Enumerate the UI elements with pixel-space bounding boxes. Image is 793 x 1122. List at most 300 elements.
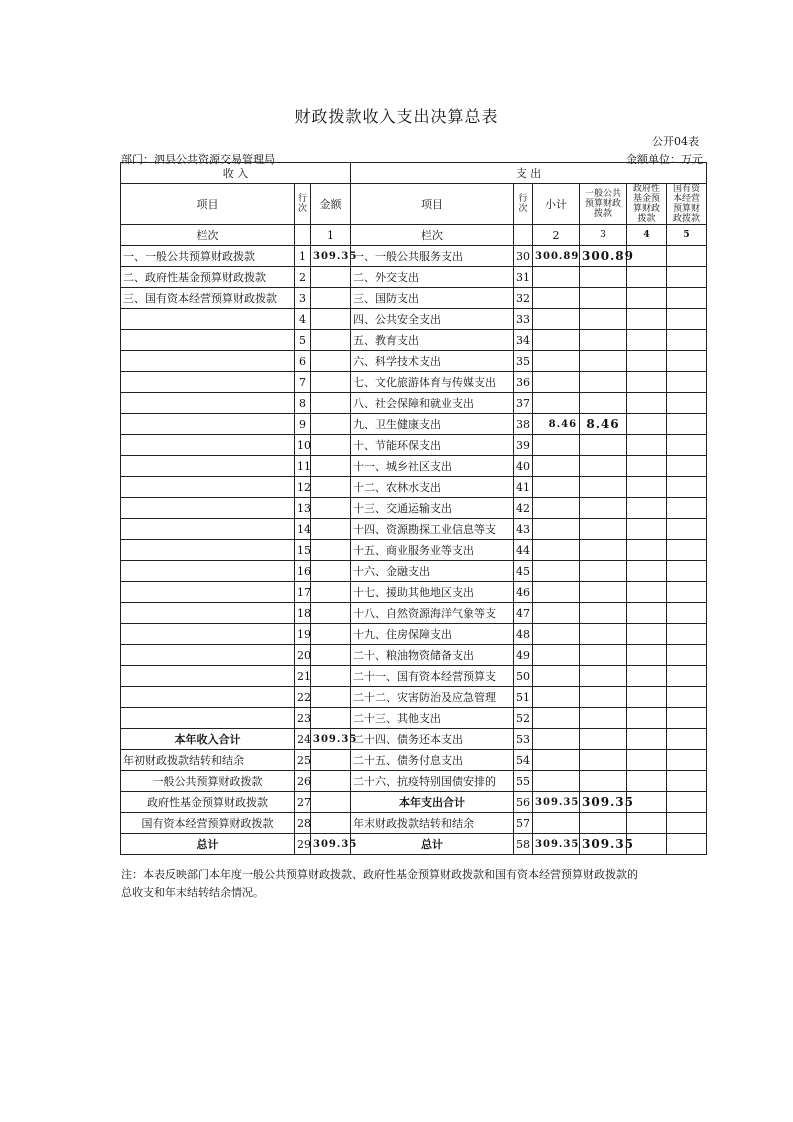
income-amount xyxy=(311,561,351,582)
expense-subtotal xyxy=(533,624,580,645)
state-capital-amount xyxy=(667,540,707,561)
income-item: 国有资本经营预算财政拨款 xyxy=(121,813,295,834)
expense-subtotal xyxy=(533,687,580,708)
expense-item: 七、文化旅游体育与传媒支出 xyxy=(351,372,514,393)
department-label: 部门：泗县公共资源交易管理局 xyxy=(121,153,275,166)
general-budget-amount xyxy=(580,582,627,603)
form-number: 公开04表 xyxy=(652,135,699,148)
income-item xyxy=(121,330,295,351)
table-row xyxy=(121,246,707,267)
income-row-no: 25 xyxy=(295,750,311,771)
income-item xyxy=(121,561,295,582)
expense-item: 十二、农林水支出 xyxy=(351,477,514,498)
general-budget-amount: 8.46 xyxy=(580,414,627,435)
income-item xyxy=(121,645,295,666)
gov-fund-amount xyxy=(627,645,667,666)
expense-subtotal: 309.35 xyxy=(533,792,580,813)
expense-item: 十四、资源勘探工业信息等支 xyxy=(351,519,514,540)
expense-row-no: 57 xyxy=(514,813,533,834)
gov-fund-amount xyxy=(627,813,667,834)
expense-row-no: 41 xyxy=(514,477,533,498)
expense-row-no: 31 xyxy=(514,267,533,288)
expense-item: 年末财政拨款结转和结余 xyxy=(351,813,514,834)
gov-fund-amount xyxy=(627,666,667,687)
col-label-income: 栏次 xyxy=(121,225,295,246)
table-row xyxy=(121,351,707,372)
state-capital-amount xyxy=(667,813,707,834)
general-budget-amount: 300.89 xyxy=(580,246,627,267)
general-budget-amount xyxy=(580,267,627,288)
table-row xyxy=(121,708,707,729)
expense-item: 二十六、抗疫特别国债安排的 xyxy=(351,771,514,792)
state-capital-header: 国有资本经营预算财政拨款 xyxy=(667,184,707,225)
state-capital-amount xyxy=(667,582,707,603)
income-item xyxy=(121,498,295,519)
expense-row-no: 30 xyxy=(514,246,533,267)
gov-fund-amount xyxy=(627,750,667,771)
state-capital-amount xyxy=(667,666,707,687)
income-amount xyxy=(311,456,351,477)
state-capital-amount xyxy=(667,288,707,309)
general-budget-amount xyxy=(580,498,627,519)
expense-row-no: 48 xyxy=(514,624,533,645)
expense-row-no: 44 xyxy=(514,540,533,561)
state-capital-amount xyxy=(667,834,707,855)
income-item: 年初财政拨款结转和结余 xyxy=(121,750,295,771)
table-row xyxy=(121,582,707,603)
expense-row-no: 43 xyxy=(514,519,533,540)
income-item xyxy=(121,414,295,435)
income-row-no: 17 xyxy=(295,582,311,603)
income-item xyxy=(121,456,295,477)
table-row xyxy=(121,834,707,855)
gov-fund-amount xyxy=(627,687,667,708)
expense-subtotal xyxy=(533,771,580,792)
subtotal-header: 小计 xyxy=(533,184,580,225)
income-header: 收 入 xyxy=(121,163,351,184)
expense-item: 十五、商业服务业等支出 xyxy=(351,540,514,561)
income-row-no: 12 xyxy=(295,477,311,498)
expense-subtotal: 309.35 xyxy=(533,834,580,855)
general-budget-amount xyxy=(580,729,627,750)
income-row-no: 5 xyxy=(295,330,311,351)
income-item xyxy=(121,666,295,687)
income-row-no: 3 xyxy=(295,288,311,309)
gov-fund-amount xyxy=(627,330,667,351)
table-row xyxy=(121,645,707,666)
general-budget-amount xyxy=(580,645,627,666)
state-capital-amount xyxy=(667,687,707,708)
general-budget-amount xyxy=(580,813,627,834)
table-row xyxy=(121,372,707,393)
expense-item: 十一、城乡社区支出 xyxy=(351,456,514,477)
general-budget-amount xyxy=(580,624,627,645)
income-item-header: 项目 xyxy=(121,184,295,225)
income-item xyxy=(121,582,295,603)
gov-fund-amount xyxy=(627,582,667,603)
income-row-no: 15 xyxy=(295,540,311,561)
income-amount xyxy=(311,498,351,519)
income-amount xyxy=(311,477,351,498)
table-row xyxy=(121,393,707,414)
expense-item: 三、国防支出 xyxy=(351,288,514,309)
expense-item: 十八、自然资源海洋气象等支 xyxy=(351,603,514,624)
income-item xyxy=(121,603,295,624)
income-row-no: 29 xyxy=(295,834,311,855)
table-row xyxy=(121,477,707,498)
expense-row-no: 47 xyxy=(514,603,533,624)
state-capital-amount xyxy=(667,393,707,414)
income-row-no: 27 xyxy=(295,792,311,813)
gov-fund-header: 政府性基金预算财政拨款 xyxy=(627,184,667,225)
note-line-2: 总收支和年末结转结余情况。 xyxy=(121,886,264,899)
state-capital-amount xyxy=(667,414,707,435)
expense-subtotal: 8.46 xyxy=(533,414,580,435)
general-budget-amount xyxy=(580,540,627,561)
table-row xyxy=(121,750,707,771)
income-amount xyxy=(311,519,351,540)
general-budget-amount xyxy=(580,603,627,624)
general-budget-amount xyxy=(580,561,627,582)
expense-subtotal xyxy=(533,435,580,456)
income-item xyxy=(121,309,295,330)
expense-subtotal xyxy=(533,540,580,561)
gov-fund-amount xyxy=(627,414,667,435)
state-capital-amount xyxy=(667,708,707,729)
expense-item: 九、卫生健康支出 xyxy=(351,414,514,435)
income-row-no-header: 行次 xyxy=(295,184,311,225)
income-item: 总计 xyxy=(121,834,295,855)
income-row-no: 4 xyxy=(295,309,311,330)
budget-table xyxy=(120,162,707,855)
expense-item: 二十五、债务付息支出 xyxy=(351,750,514,771)
gov-fund-amount xyxy=(627,729,667,750)
expense-item: 二十、粮油物资储备支出 xyxy=(351,645,514,666)
income-row-no: 13 xyxy=(295,498,311,519)
general-budget-amount xyxy=(580,372,627,393)
expense-item: 总计 xyxy=(351,834,514,855)
expense-item: 十九、住房保障支出 xyxy=(351,624,514,645)
page-title: 财政拨款收入支出决算总表 xyxy=(294,107,499,126)
expense-item: 十三、交通运输支出 xyxy=(351,498,514,519)
expense-item: 二十二、灾害防治及应急管理 xyxy=(351,687,514,708)
expense-row-no: 56 xyxy=(514,792,533,813)
income-amount xyxy=(311,687,351,708)
table-row xyxy=(121,309,707,330)
expense-subtotal xyxy=(533,708,580,729)
general-budget-amount xyxy=(580,750,627,771)
expense-subtotal xyxy=(533,372,580,393)
state-capital-amount xyxy=(667,267,707,288)
income-item: 三、国有资本经营预算财政拨款 xyxy=(121,288,295,309)
gov-fund-amount xyxy=(627,561,667,582)
expense-subtotal xyxy=(533,351,580,372)
income-row-no: 23 xyxy=(295,708,311,729)
state-capital-amount xyxy=(667,750,707,771)
income-row-no: 28 xyxy=(295,813,311,834)
gov-fund-amount xyxy=(627,771,667,792)
state-capital-amount xyxy=(667,435,707,456)
expense-subtotal xyxy=(533,267,580,288)
expense-subtotal xyxy=(533,729,580,750)
gov-fund-amount xyxy=(627,708,667,729)
expense-row-no-header: 行次 xyxy=(514,184,533,225)
income-amount xyxy=(311,666,351,687)
expense-item: 十、节能环保支出 xyxy=(351,435,514,456)
state-capital-amount xyxy=(667,771,707,792)
col-number-5: 5 xyxy=(667,225,707,246)
general-budget-amount xyxy=(580,309,627,330)
income-row-no: 26 xyxy=(295,771,311,792)
expense-subtotal xyxy=(533,498,580,519)
expense-subtotal xyxy=(533,561,580,582)
expense-item: 本年支出合计 xyxy=(351,792,514,813)
income-item xyxy=(121,435,295,456)
gov-fund-amount xyxy=(627,309,667,330)
col-label-expense: 栏次 xyxy=(351,225,514,246)
expense-row-no: 55 xyxy=(514,771,533,792)
expense-row-no: 33 xyxy=(514,309,533,330)
note-line-1: 注：本表反映部门本年度一般公共预算财政拨款、政府性基金预算财政拨款和国有资本经营预算财政拨款的 xyxy=(121,868,638,881)
table-row xyxy=(121,519,707,540)
expense-subtotal xyxy=(533,456,580,477)
income-row-no: 18 xyxy=(295,603,311,624)
state-capital-amount xyxy=(667,561,707,582)
state-capital-amount xyxy=(667,603,707,624)
income-row-no: 2 xyxy=(295,267,311,288)
expense-subtotal xyxy=(533,309,580,330)
expense-row-no: 58 xyxy=(514,834,533,855)
gov-fund-amount xyxy=(627,393,667,414)
income-row-no: 10 xyxy=(295,435,311,456)
income-item xyxy=(121,519,295,540)
expense-subtotal xyxy=(533,645,580,666)
expense-subtotal xyxy=(533,582,580,603)
income-row-no: 8 xyxy=(295,393,311,414)
income-row-no: 22 xyxy=(295,687,311,708)
income-item: 一般公共预算财政拨款 xyxy=(121,771,295,792)
gov-fund-amount xyxy=(627,540,667,561)
income-amount: 309.35 xyxy=(311,246,351,267)
general-budget-amount: 309.35 xyxy=(580,834,627,855)
state-capital-amount xyxy=(667,477,707,498)
income-item xyxy=(121,477,295,498)
expense-item: 六、科学技术支出 xyxy=(351,351,514,372)
income-amount xyxy=(311,813,351,834)
general-budget-amount xyxy=(580,351,627,372)
expense-subtotal xyxy=(533,330,580,351)
income-item xyxy=(121,351,295,372)
general-budget-amount xyxy=(580,435,627,456)
income-row-no: 6 xyxy=(295,351,311,372)
table-row xyxy=(121,813,707,834)
general-budget-amount xyxy=(580,393,627,414)
table-row xyxy=(121,561,707,582)
general-budget-header: 一般公共预算财政拨款 xyxy=(580,184,627,225)
table-row xyxy=(121,603,707,624)
general-budget-amount: 309.35 xyxy=(580,792,627,813)
expense-row-no: 52 xyxy=(514,708,533,729)
income-amount xyxy=(311,750,351,771)
general-budget-amount xyxy=(580,456,627,477)
table-row xyxy=(121,687,707,708)
income-amount xyxy=(311,792,351,813)
gov-fund-amount xyxy=(627,351,667,372)
expense-row-no: 46 xyxy=(514,582,533,603)
income-amount xyxy=(311,330,351,351)
income-row-no: 1 xyxy=(295,246,311,267)
state-capital-amount xyxy=(667,792,707,813)
income-amount xyxy=(311,351,351,372)
income-amount xyxy=(311,771,351,792)
expense-subtotal xyxy=(533,813,580,834)
expense-item-header: 项目 xyxy=(351,184,514,225)
expense-subtotal xyxy=(533,477,580,498)
income-item xyxy=(121,540,295,561)
gov-fund-amount xyxy=(627,456,667,477)
general-budget-amount xyxy=(580,708,627,729)
gov-fund-amount xyxy=(627,603,667,624)
col-number-4: 4 xyxy=(627,225,667,246)
gov-fund-amount xyxy=(627,624,667,645)
general-budget-amount xyxy=(580,687,627,708)
expense-item: 五、教育支出 xyxy=(351,330,514,351)
income-row-no: 14 xyxy=(295,519,311,540)
income-amount: 309.35 xyxy=(311,729,351,750)
expense-item: 二十三、其他支出 xyxy=(351,708,514,729)
gov-fund-amount xyxy=(627,267,667,288)
expense-subtotal xyxy=(533,603,580,624)
table-row xyxy=(121,267,707,288)
expense-item: 一、一般公共服务支出 xyxy=(351,246,514,267)
expense-row-no: 35 xyxy=(514,351,533,372)
expense-item: 十六、金融支出 xyxy=(351,561,514,582)
expense-subtotal xyxy=(533,393,580,414)
state-capital-amount xyxy=(667,498,707,519)
expense-row-no: 40 xyxy=(514,456,533,477)
gov-fund-amount xyxy=(627,288,667,309)
expense-subtotal xyxy=(533,519,580,540)
col-number-3: 3 xyxy=(580,225,627,246)
income-item: 二、政府性基金预算财政拨款 xyxy=(121,267,295,288)
general-budget-amount xyxy=(580,330,627,351)
expense-header: 支 出 xyxy=(351,163,707,184)
state-capital-amount xyxy=(667,645,707,666)
general-budget-amount xyxy=(580,288,627,309)
table-row xyxy=(121,414,707,435)
expense-item: 八、社会保障和就业支出 xyxy=(351,393,514,414)
expense-subtotal xyxy=(533,666,580,687)
income-amount xyxy=(311,708,351,729)
gov-fund-amount xyxy=(627,519,667,540)
state-capital-amount xyxy=(667,519,707,540)
income-amount xyxy=(311,540,351,561)
gov-fund-amount xyxy=(627,498,667,519)
income-row-no: 9 xyxy=(295,414,311,435)
income-item: 政府性基金预算财政拨款 xyxy=(121,792,295,813)
state-capital-amount xyxy=(667,456,707,477)
table-row xyxy=(121,729,707,750)
income-item xyxy=(121,624,295,645)
table-row xyxy=(121,792,707,813)
expense-row-no: 39 xyxy=(514,435,533,456)
income-amount-header: 金额 xyxy=(311,184,351,225)
income-item xyxy=(121,708,295,729)
income-amount xyxy=(311,393,351,414)
table-row xyxy=(121,540,707,561)
col-blank xyxy=(295,225,311,246)
income-amount xyxy=(311,645,351,666)
expense-subtotal xyxy=(533,288,580,309)
state-capital-amount xyxy=(667,246,707,267)
income-amount xyxy=(311,267,351,288)
gov-fund-amount xyxy=(627,372,667,393)
state-capital-amount xyxy=(667,372,707,393)
general-budget-amount xyxy=(580,477,627,498)
income-row-no: 7 xyxy=(295,372,311,393)
expense-subtotal: 300.89 xyxy=(533,246,580,267)
expense-row-no: 51 xyxy=(514,687,533,708)
general-budget-amount xyxy=(580,519,627,540)
table-note xyxy=(121,866,711,902)
income-item xyxy=(121,372,295,393)
income-amount xyxy=(311,372,351,393)
expense-subtotal xyxy=(533,750,580,771)
expense-item: 四、公共安全支出 xyxy=(351,309,514,330)
col-number-2: 2 xyxy=(533,225,580,246)
income-row-no: 24 xyxy=(295,729,311,750)
income-row-no: 20 xyxy=(295,645,311,666)
table-row xyxy=(121,771,707,792)
expense-row-no: 54 xyxy=(514,750,533,771)
expense-row-no: 53 xyxy=(514,729,533,750)
table-row xyxy=(121,498,707,519)
income-amount xyxy=(311,624,351,645)
general-budget-amount xyxy=(580,666,627,687)
expense-item: 二、外交支出 xyxy=(351,267,514,288)
income-amount xyxy=(311,603,351,624)
expense-row-no: 34 xyxy=(514,330,533,351)
expense-row-no: 42 xyxy=(514,498,533,519)
table-row xyxy=(121,666,707,687)
income-amount xyxy=(311,435,351,456)
table-row xyxy=(121,456,707,477)
expense-row-no: 37 xyxy=(514,393,533,414)
expense-row-no: 38 xyxy=(514,414,533,435)
income-amount xyxy=(311,582,351,603)
table-row xyxy=(121,435,707,456)
col-blank xyxy=(514,225,533,246)
expense-row-no: 49 xyxy=(514,645,533,666)
expense-row-no: 50 xyxy=(514,666,533,687)
state-capital-amount xyxy=(667,330,707,351)
income-amount xyxy=(311,288,351,309)
income-amount xyxy=(311,414,351,435)
income-row-no: 11 xyxy=(295,456,311,477)
table-row xyxy=(121,330,707,351)
table-row xyxy=(121,288,707,309)
income-row-no: 21 xyxy=(295,666,311,687)
table-row xyxy=(121,624,707,645)
income-amount xyxy=(311,309,351,330)
income-row-no: 16 xyxy=(295,561,311,582)
expense-item: 十七、援助其他地区支出 xyxy=(351,582,514,603)
gov-fund-amount xyxy=(627,477,667,498)
state-capital-amount xyxy=(667,309,707,330)
income-item: 本年收入合计 xyxy=(121,729,295,750)
general-budget-amount xyxy=(580,771,627,792)
state-capital-amount xyxy=(667,624,707,645)
